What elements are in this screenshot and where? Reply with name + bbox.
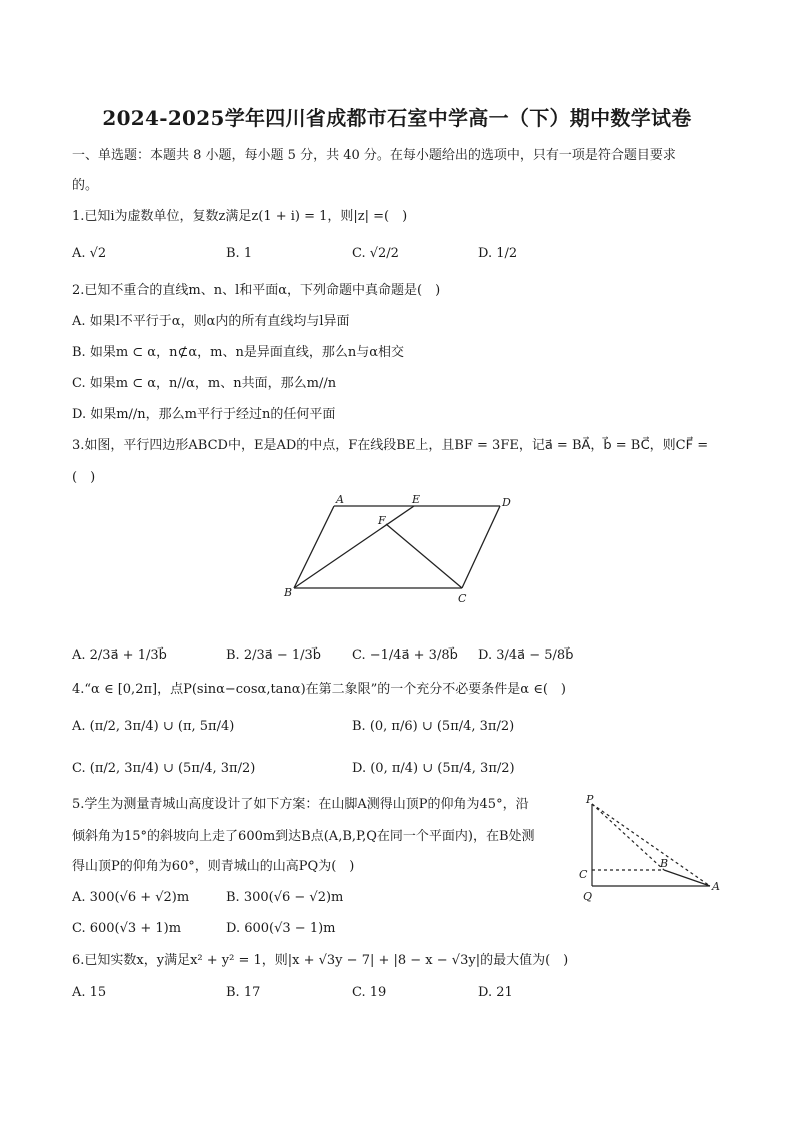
q1-option-b: B. 1 bbox=[226, 246, 253, 261]
q3-option-d: D. 3/4a⃗ − 5/8b⃗ bbox=[478, 648, 574, 663]
q2-option-a: A. 如果l不平行于α，则α内的所有直线均与l异面 bbox=[72, 314, 350, 329]
q5-stem-cont1: 倾斜角为15°的斜坡向上走了600m到达B点(A,B,P,Q在同一个平面内)，在B处测 bbox=[72, 829, 535, 844]
q1-option-a: A. √2 bbox=[72, 246, 107, 261]
q4-option-d: D. (0, π/4) ∪ (5π/4, 3π/2) bbox=[352, 761, 515, 776]
q2-option-b: B. 如果m ⊂ α，n⊄α，m、n是异面直线，那么n与α相交 bbox=[72, 345, 404, 360]
q1-stem: 1.已知i为虚数单位，复数z满足z(1 + i) = 1，则|z| =( ) bbox=[72, 209, 408, 224]
label-a: A bbox=[336, 493, 344, 506]
label-b: B bbox=[660, 857, 669, 870]
section-heading: 一、单选题：本题共 8 小题，每小题 5 分，共 40 分。在每小题给出的选项中，只有一项是符合题目要求 bbox=[72, 148, 676, 163]
q5-stem-cont2: 得山顶P的仰角为60°，则青城山的山高PQ为( ) bbox=[72, 859, 355, 874]
parallelogram-figure bbox=[280, 492, 520, 604]
edge-ab bbox=[294, 506, 334, 588]
label-f: F bbox=[378, 514, 386, 527]
label-p: P bbox=[586, 793, 594, 806]
segment-pa bbox=[592, 804, 710, 886]
label-b: B bbox=[284, 586, 293, 599]
segment-pb bbox=[592, 804, 664, 870]
q3-stem: 3.如图，平行四边形ABCD中，E是AD的中点，F在线段BE上，且BF = 3FE，记a⃗ = BA⃗，b⃗ = BC⃗，则CF⃗ = bbox=[72, 438, 709, 453]
q2-option-c: C. 如果m ⊂ α，n//α，m、n共面，那么m//n bbox=[72, 376, 337, 391]
edge-dc bbox=[462, 506, 500, 588]
segment-be bbox=[294, 506, 414, 588]
label-c: C bbox=[579, 868, 588, 881]
q5-option-c: C. 600(√3 + 1)m bbox=[72, 921, 182, 936]
q6-option-d: D. 21 bbox=[478, 985, 513, 1000]
q5-stem: 5.学生为测量青城山高度设计了如下方案：在山脚A测得山顶P的仰角为45°，沿 bbox=[72, 797, 529, 812]
segment-ba bbox=[664, 870, 710, 886]
q3-option-b: B. 2/3a⃗ − 1/3b⃗ bbox=[226, 648, 322, 663]
q1-option-d: D. 1/2 bbox=[478, 246, 518, 261]
section-heading-cont: 的。 bbox=[72, 178, 99, 193]
q3-option-a: A. 2/3a⃗ + 1/3b⃗ bbox=[72, 648, 167, 663]
q4-option-b: B. (0, π/6) ∪ (5π/4, 3π/2) bbox=[352, 719, 515, 734]
q3-stem-cont: ( ) bbox=[72, 470, 96, 485]
q2-option-d: D. 如果m//n，那么m平行于经过n的任何平面 bbox=[72, 407, 336, 422]
q5-option-d: D. 600(√3 − 1)m bbox=[226, 921, 336, 936]
q1-option-c: C. √2/2 bbox=[352, 246, 399, 261]
q3-option-c: C. −1/4a⃗ + 3/8b⃗ bbox=[352, 648, 458, 663]
q5-option-a: A. 300(√6 + √2)m bbox=[72, 890, 190, 905]
q5-option-b: B. 300(√6 − √2)m bbox=[226, 890, 344, 905]
q2-stem: 2.已知不重合的直线m、n、l和平面α，下列命题中真命题是( ) bbox=[72, 283, 441, 298]
mountain-figure bbox=[576, 792, 726, 906]
q6-stem: 6.已知实数x，y满足x² + y² = 1，则|x + √3y − 7| + |8 − x − √3y|的最大值为( ) bbox=[72, 953, 569, 968]
q4-option-c: C. (π/2, 3π/4) ∪ (5π/4, 3π/2) bbox=[72, 761, 256, 776]
q4-option-a: A. (π/2, 3π/4) ∪ (π, 5π/4) bbox=[72, 719, 235, 734]
page-title: 2024-2025学年四川省成都市石室中学高一（下）期中数学试卷 bbox=[102, 106, 692, 130]
label-q: Q bbox=[583, 890, 593, 903]
label-c: C bbox=[458, 592, 467, 604]
q4-stem: 4.“α ∈ [0,2π]，点P(sinα−cosα,tanα)在第二象限”的一个充分不必要条件是α ∈( ) bbox=[72, 682, 566, 697]
label-e: E bbox=[412, 493, 421, 506]
label-d: D bbox=[502, 496, 511, 509]
q6-option-b: B. 17 bbox=[226, 985, 261, 1000]
segment-fc bbox=[386, 524, 462, 588]
q6-option-c: C. 19 bbox=[352, 985, 387, 1000]
q6-option-a: A. 15 bbox=[72, 985, 107, 1000]
label-a: A bbox=[712, 880, 720, 893]
